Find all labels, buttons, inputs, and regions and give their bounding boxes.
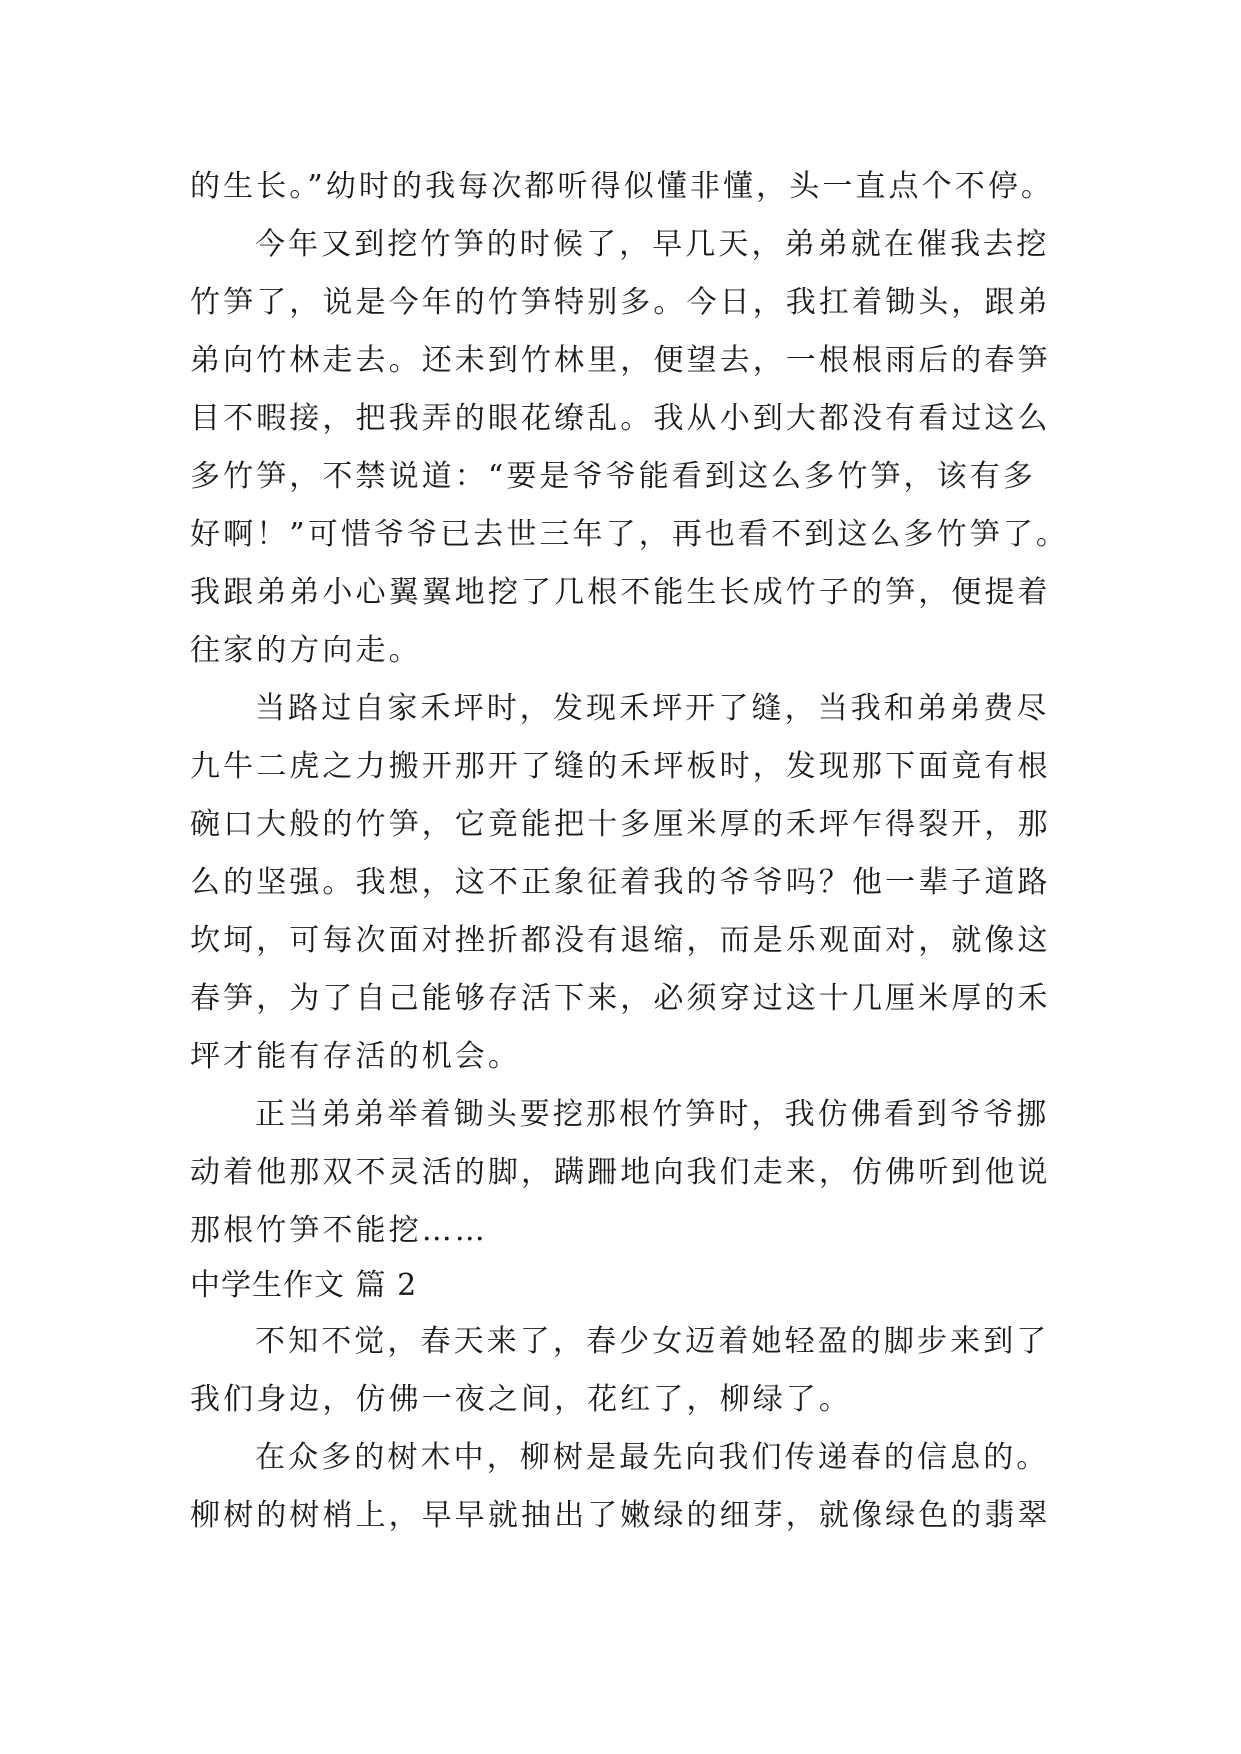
text-line: 碗口大般的竹笋，它竟能把十多厘米厚的禾坪乍得裂开，那 <box>190 807 1051 842</box>
text-line: 坪才能有存活的机会。 <box>190 1039 521 1074</box>
text-line: 那根竹笋不能挖…… <box>190 1213 488 1248</box>
text-line: 么的坚强。我想，这不正象征着我的爷爷吗？他一辈子道路 <box>190 865 1051 900</box>
paragraph-start-line: 在众多的树木中，柳树是最先向我们传递春的信息的。 <box>255 1440 1050 1475</box>
text-line: 坎坷，可每次面对挫折都没有退缩，而是乐观面对，就像这 <box>190 923 1051 958</box>
text-line: 目不暇接，把我弄的眼花缭乱。我从小到大都没有看过这么 <box>190 401 1051 436</box>
paragraph-start-line: 今年又到挖竹笋的时候了，早几天，弟弟就在催我去挖 <box>255 227 1050 262</box>
paragraph-start-line: 不知不觉，春天来了，春少女迈着她轻盈的脚步来到了 <box>255 1324 1050 1359</box>
text-line: 多竹笋，不禁说道：“要是爷爷能看到这么多竹笋，该有多 <box>190 459 1036 494</box>
text-line: 柳树的树梢上，早早就抽出了嫩绿的细芽，就像绿色的翡翠 <box>190 1498 1051 1533</box>
paragraph-start-line: 当路过自家禾坪时，发现禾坪开了缝，当我和弟弟费尽 <box>255 691 1050 726</box>
text-line: 我们身边，仿佛一夜之间，花红了，柳绿了。 <box>190 1382 852 1417</box>
text-line: 春笋，为了自己能够存活下来，必须穿过这十几厘米厚的禾 <box>190 981 1051 1016</box>
text-line: 我跟弟弟小心翼翼地挖了几根不能生长成竹子的笋，便提着 <box>190 575 1051 610</box>
text-line: 九牛二虎之力搬开那开了缝的禾坪板时，发现那下面竟有根 <box>190 749 1051 784</box>
paragraph-start-line: 正当弟弟举着锄头要挖那根竹笋时，我仿佛看到爷爷挪 <box>255 1097 1050 1132</box>
section-heading: 中学生作文 篇 2 <box>190 1268 418 1303</box>
text-line: 竹笋了，说是今年的竹笋特别多。今日，我扛着锄头，跟弟 <box>190 285 1051 320</box>
text-line: 好啊！”可惜爷爷已去世三年了，再也看不到这么多竹笋了。 <box>190 517 1070 552</box>
text-line: 往家的方向走。 <box>190 633 422 668</box>
text-line: 的生长。”幼时的我每次都听得似懂非懂，头一直点个不停。 <box>190 169 1055 204</box>
text-line: 弟向竹林走去。还未到竹林里，便望去，一根根雨后的春笋 <box>190 343 1051 378</box>
text-line: 动着他那双不灵活的脚，蹒跚地向我们走来，仿佛听到他说 <box>190 1155 1051 1190</box>
